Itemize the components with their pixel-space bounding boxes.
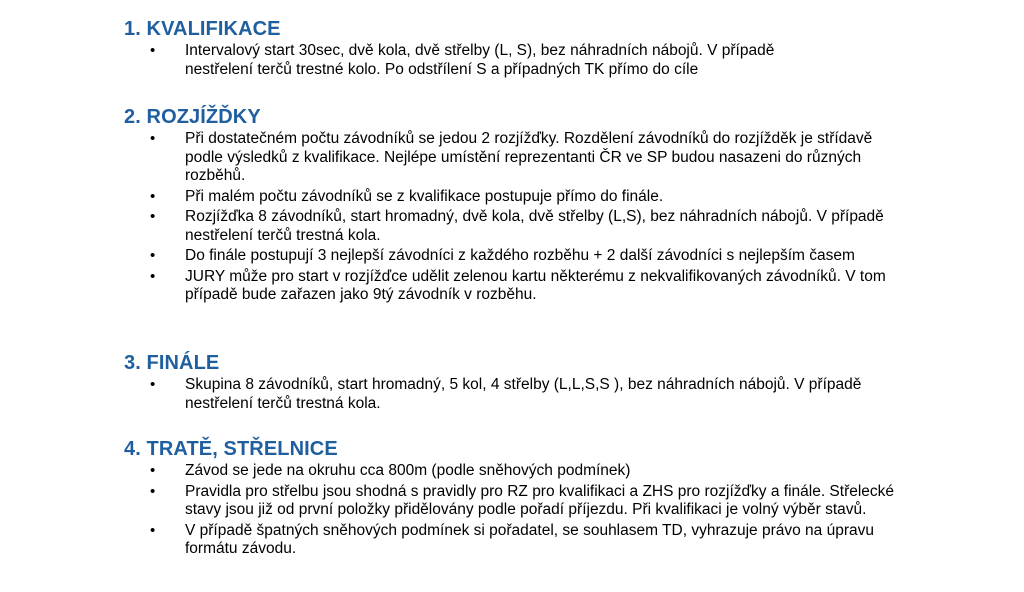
section-heading: 3. FINÁLE bbox=[124, 352, 220, 374]
list-item-text: Závod se jede na okruhu cca 800m (podle sněhových podmínek) bbox=[185, 462, 631, 479]
list-item bbox=[124, 247, 914, 266]
list-item bbox=[124, 268, 914, 305]
bullet-icon: • bbox=[150, 130, 156, 147]
list-item bbox=[124, 208, 914, 245]
list-item-text: Rozjížďka 8 závodníků, start hromadný, dvě kola, dvě střelby (L,S), bez náhradních nábojů. V případě nestřelení terčů trestná kola. bbox=[185, 208, 884, 244]
bullet-icon: • bbox=[150, 521, 156, 539]
section-heading: 2. ROZJÍŽĎKY bbox=[124, 106, 261, 128]
section-kvalifikace bbox=[124, 18, 784, 79]
bullet-list bbox=[124, 42, 784, 79]
bullet-list bbox=[124, 462, 914, 559]
section-finale bbox=[124, 352, 914, 413]
list-item-text: Intervalový start 30sec, dvě kola, dvě střelby (L, S), bez náhradních nábojů. V případě nestřelení terčů trestné kolo. Po odstřílení S a případných TK přímo do cíle bbox=[185, 42, 775, 78]
bullet-icon: • bbox=[150, 247, 156, 264]
bullet-icon: • bbox=[150, 42, 156, 59]
list-item bbox=[124, 376, 914, 413]
list-item bbox=[124, 522, 914, 559]
section-rozjizdky bbox=[124, 106, 914, 305]
list-item-text: V případě špatných sněhových podmínek si pořadatel, se souhlasem TD, vyhrazuje právo na úpravu formátu závodu. bbox=[185, 521, 874, 557]
bullet-icon: • bbox=[150, 482, 156, 500]
list-item bbox=[124, 483, 914, 520]
list-item-text: JURY může pro start v rozjížďce udělit zelenou kartu některému z nekvalifikovaných závodníků. V tom případě bude zařazen jako 9tý závodník v rozběhu. bbox=[185, 267, 886, 303]
bullet-list bbox=[124, 376, 914, 413]
bullet-icon: • bbox=[150, 462, 156, 479]
list-item bbox=[124, 462, 914, 481]
bullet-icon: • bbox=[150, 376, 156, 393]
list-item bbox=[124, 42, 784, 79]
list-item bbox=[124, 130, 914, 186]
bullet-icon: • bbox=[150, 187, 156, 205]
section-heading: 4. TRATĚ, STŘELNICE bbox=[124, 438, 338, 460]
list-item-text: Při dostatečném počtu závodníků se jedou 2 rozjížďky. Rozdělení závodníků do rozjížděk je střídavě podle výsledků z kvalifikace. Nejlépe umístění reprezentanti ČR ve SP budou nasazeni do různých rozběhů. bbox=[185, 130, 873, 184]
section-trate-strelnice bbox=[124, 438, 914, 559]
bullet-icon: • bbox=[150, 208, 156, 225]
bullet-list bbox=[124, 130, 914, 305]
list-item-text: Při malém počtu závodníků se z kvalifikace postupuje přímo do finále. bbox=[185, 187, 664, 205]
section-heading: 1. KVALIFIKACE bbox=[124, 18, 281, 40]
list-item-text: Skupina 8 závodníků, start hromadný, 5 kol, 4 střelby (L,L,S,S ), bez náhradních nábojů. V případě nestřelení terčů trestná kola. bbox=[185, 376, 862, 412]
list-item bbox=[124, 188, 914, 207]
list-item-text: Pravidla pro střelbu jsou shodná s pravidly pro RZ pro kvalifikaci a ZHS pro rozjížďky a finále. Střelecké stavy jsou již od první položky přidělovány podle pořadí příjezdu. Při kvalifikaci je volný výběr stavů. bbox=[185, 482, 895, 518]
list-item-text: Do finále postupují 3 nejlepší závodníci z každého rozběhu + 2 další závodníci s nejlepším časem bbox=[185, 247, 855, 264]
bullet-icon: • bbox=[150, 267, 156, 285]
